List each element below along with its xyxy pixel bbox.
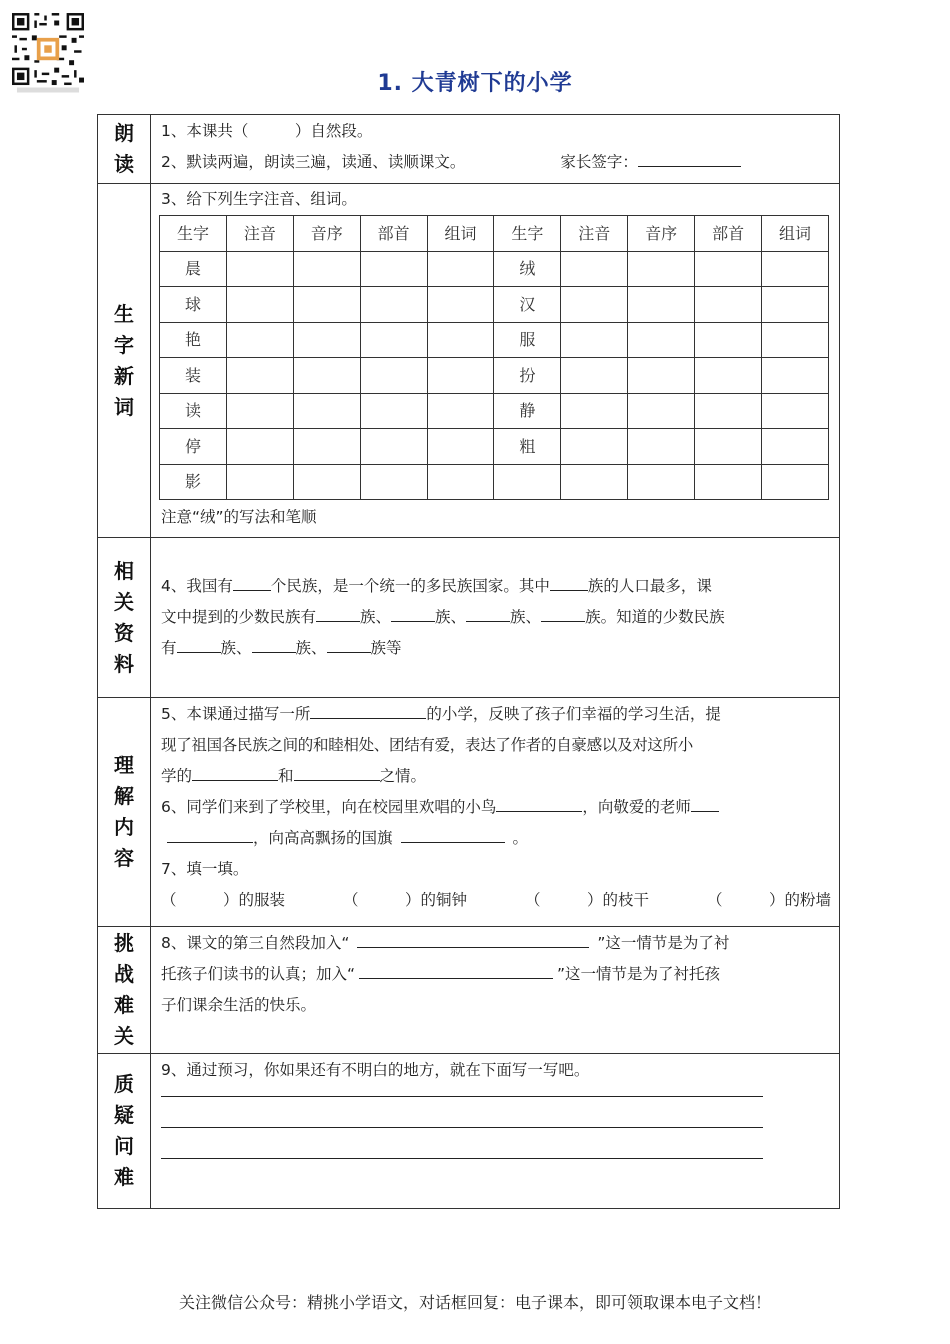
understand-content [151, 698, 840, 927]
answer-cell[interactable] [628, 287, 695, 323]
character-cell: 绒 [494, 251, 561, 287]
answer-cell[interactable] [695, 322, 762, 358]
fill-item: （ ）的服装 [161, 891, 286, 909]
answer-cell[interactable] [695, 287, 762, 323]
answer-cell[interactable] [293, 322, 360, 358]
answer-cell[interactable] [427, 287, 494, 323]
question-5-line-1: 5、本课通过描写一所 的小学，反映了孩子们幸福的学习生活，提 [161, 699, 831, 730]
answer-cell[interactable] [561, 287, 628, 323]
writing-line[interactable] [161, 1097, 763, 1128]
answer-cell[interactable] [226, 322, 293, 358]
answer-cell[interactable] [762, 251, 829, 287]
question-4-line-3: 有 族、 族、 族等 [161, 633, 831, 664]
question-8-line-2: 托孩子们读书的认真；加入“ ”这一情节是为了衬托孩 [161, 959, 831, 990]
answer-blank[interactable] [401, 824, 505, 843]
table-row [160, 358, 829, 394]
answer-cell[interactable] [628, 464, 695, 500]
answer-cell[interactable] [293, 251, 360, 287]
answer-cell[interactable] [293, 358, 360, 394]
column-header: 部首 [695, 216, 762, 252]
column-header: 音序 [628, 216, 695, 252]
answer-cell[interactable] [762, 287, 829, 323]
answer-cell[interactable] [226, 358, 293, 394]
answer-blank[interactable] [550, 572, 588, 591]
answer-blank[interactable] [496, 793, 582, 812]
footer-note: 关注微信公众号：精挑小学语文，对话框回复：电子课本，即可领取课本电子文档！ [178, 1293, 771, 1312]
material-content [151, 538, 840, 698]
character-cell [494, 464, 561, 500]
answer-blank[interactable] [252, 634, 296, 653]
column-header: 组词 [427, 216, 494, 252]
challenge-content [151, 927, 840, 1054]
answer-cell[interactable] [695, 358, 762, 394]
column-header: 注音 [226, 216, 293, 252]
fill-item: （ ）的粉墙 [706, 891, 831, 909]
writing-line[interactable] [161, 1086, 763, 1097]
answer-cell[interactable] [360, 464, 427, 500]
signature-label: 家长签字： [560, 153, 638, 171]
answer-cell[interactable] [427, 429, 494, 465]
question-content [151, 1054, 840, 1209]
answer-blank[interactable] [294, 762, 380, 781]
answer-cell[interactable] [561, 464, 628, 500]
character-cell: 汉 [494, 287, 561, 323]
column-header: 生字 [160, 216, 227, 252]
answer-blank[interactable] [177, 634, 221, 653]
words-content [151, 184, 840, 538]
question-2: 2、默读两遍，朗读三遍，读通、读顺课文。 家长签字： [161, 147, 831, 178]
answer-cell[interactable] [561, 251, 628, 287]
question-5-line-2: 现了祖国各民族之间的和睦相处、团结有爱，表达了作者的自豪感以及对这所小 [161, 736, 694, 754]
answer-cell[interactable] [226, 464, 293, 500]
column-header: 部首 [360, 216, 427, 252]
column-header: 注音 [561, 216, 628, 252]
question-7-fills [161, 885, 831, 916]
answer-blank[interactable] [391, 603, 435, 622]
writing-line[interactable] [161, 1128, 763, 1159]
answer-cell[interactable] [360, 287, 427, 323]
answer-cell[interactable] [762, 393, 829, 429]
question-4-line-1: 4、我国有 个民族，是一个统一的多民族国家。其中 族的人口最多，课 [161, 571, 831, 602]
question-9: 9、通过预习，你如果还有不明白的地方，就在下面写一写吧。 [161, 1061, 590, 1079]
section-label-words: 生 字 新 词 [98, 184, 151, 538]
answer-cell[interactable] [628, 251, 695, 287]
signature-blank[interactable] [638, 148, 741, 167]
question-8-line-1: 8、课文的第三自然段加入“ ”这一情节是为了衬 [161, 928, 831, 959]
question-3: 3、给下列生字注音、组词。 [161, 190, 357, 208]
answer-blank[interactable] [310, 700, 426, 719]
page-title: 1. 大青树下的小学 [377, 71, 573, 96]
question-5-line-3: 学的 和 之情。 [161, 761, 831, 792]
section-label-challenge: 挑 战 难 关 [98, 927, 151, 1054]
answer-cell[interactable] [695, 393, 762, 429]
question-6-line-1: 6、同学们来到了学校里，向在校园里欢唱的小鸟 ，向敬爱的老师 [161, 792, 831, 823]
answer-cell[interactable] [762, 464, 829, 500]
answer-cell[interactable] [561, 393, 628, 429]
answer-cell[interactable] [360, 358, 427, 394]
answer-cell[interactable] [360, 393, 427, 429]
answer-cell[interactable] [628, 322, 695, 358]
section-label-reading: 朗 读 [98, 115, 151, 184]
answer-cell[interactable] [427, 393, 494, 429]
answer-cell[interactable] [762, 358, 829, 394]
answer-cell[interactable] [427, 251, 494, 287]
character-table [159, 215, 829, 500]
section-label-understand: 理 解 内 容 [98, 698, 151, 927]
answer-cell[interactable] [226, 393, 293, 429]
character-cell: 读 [160, 393, 227, 429]
answer-blank[interactable] [359, 960, 553, 979]
fill-item: （ ）的枝干 [524, 891, 649, 909]
answer-cell[interactable] [427, 322, 494, 358]
question-7: 7、填一填。 [161, 860, 249, 878]
answer-cell[interactable] [226, 251, 293, 287]
table-header-row [160, 216, 829, 252]
stroke-note: 注意“绒”的写法和笔顺 [161, 508, 317, 526]
answer-cell[interactable] [293, 464, 360, 500]
answer-blank[interactable] [327, 634, 371, 653]
question-6-line-2: ，向高高飘扬的国旗 。 [161, 823, 831, 854]
character-cell: 服 [494, 322, 561, 358]
answer-cell[interactable] [628, 358, 695, 394]
answer-cell[interactable] [762, 429, 829, 465]
answer-cell[interactable] [293, 287, 360, 323]
reading-content [151, 115, 840, 184]
answer-blank[interactable] [541, 603, 585, 622]
answer-cell[interactable] [226, 429, 293, 465]
character-cell: 静 [494, 393, 561, 429]
answer-blank[interactable] [167, 824, 253, 843]
answer-cell[interactable] [695, 251, 762, 287]
section-label-material: 相 关 资 料 [98, 538, 151, 698]
answer-cell[interactable] [293, 429, 360, 465]
character-cell: 停 [160, 429, 227, 465]
question-4-line-2: 文中提到的少数民族有 族、 族、 族、 族。知道的少数民族 [161, 602, 831, 633]
answer-cell[interactable] [561, 358, 628, 394]
table-row [160, 287, 829, 323]
answer-blank[interactable] [192, 762, 278, 781]
section-label-question: 质 疑 问 难 [98, 1054, 151, 1209]
answer-cell[interactable] [561, 429, 628, 465]
question-8-line-3: 子们课余生活的快乐。 [161, 996, 317, 1014]
column-header: 音序 [293, 216, 360, 252]
answer-blank[interactable] [357, 929, 589, 948]
character-cell: 粗 [494, 429, 561, 465]
character-cell: 装 [160, 358, 227, 394]
answer-cell[interactable] [762, 322, 829, 358]
answer-cell[interactable] [561, 322, 628, 358]
answer-cell[interactable] [695, 464, 762, 500]
answer-blank[interactable] [691, 793, 719, 812]
column-header: 生字 [494, 216, 561, 252]
table-row [160, 251, 829, 287]
question-1: 1、本课共（ ）自然段。 [161, 122, 373, 140]
character-cell: 影 [160, 464, 227, 500]
character-cell: 晨 [160, 251, 227, 287]
answer-cell[interactable] [628, 393, 695, 429]
table-row [160, 322, 829, 358]
table-row [160, 464, 829, 500]
character-cell: 扮 [494, 358, 561, 394]
table-row [160, 393, 829, 429]
answer-cell[interactable] [226, 287, 293, 323]
answer-cell[interactable] [427, 358, 494, 394]
answer-cell[interactable] [695, 429, 762, 465]
answer-blank[interactable] [316, 603, 360, 622]
answer-cell[interactable] [360, 322, 427, 358]
fill-item: （ ）的铜钟 [342, 891, 467, 909]
worksheet-table [97, 114, 840, 1209]
character-cell: 艳 [160, 322, 227, 358]
answer-cell[interactable] [293, 393, 360, 429]
answer-cell[interactable] [628, 429, 695, 465]
answer-cell[interactable] [360, 251, 427, 287]
answer-cell[interactable] [427, 464, 494, 500]
table-row [160, 429, 829, 465]
character-cell: 球 [160, 287, 227, 323]
answer-blank[interactable] [233, 572, 271, 591]
answer-cell[interactable] [360, 429, 427, 465]
column-header: 组词 [762, 216, 829, 252]
answer-blank[interactable] [466, 603, 510, 622]
